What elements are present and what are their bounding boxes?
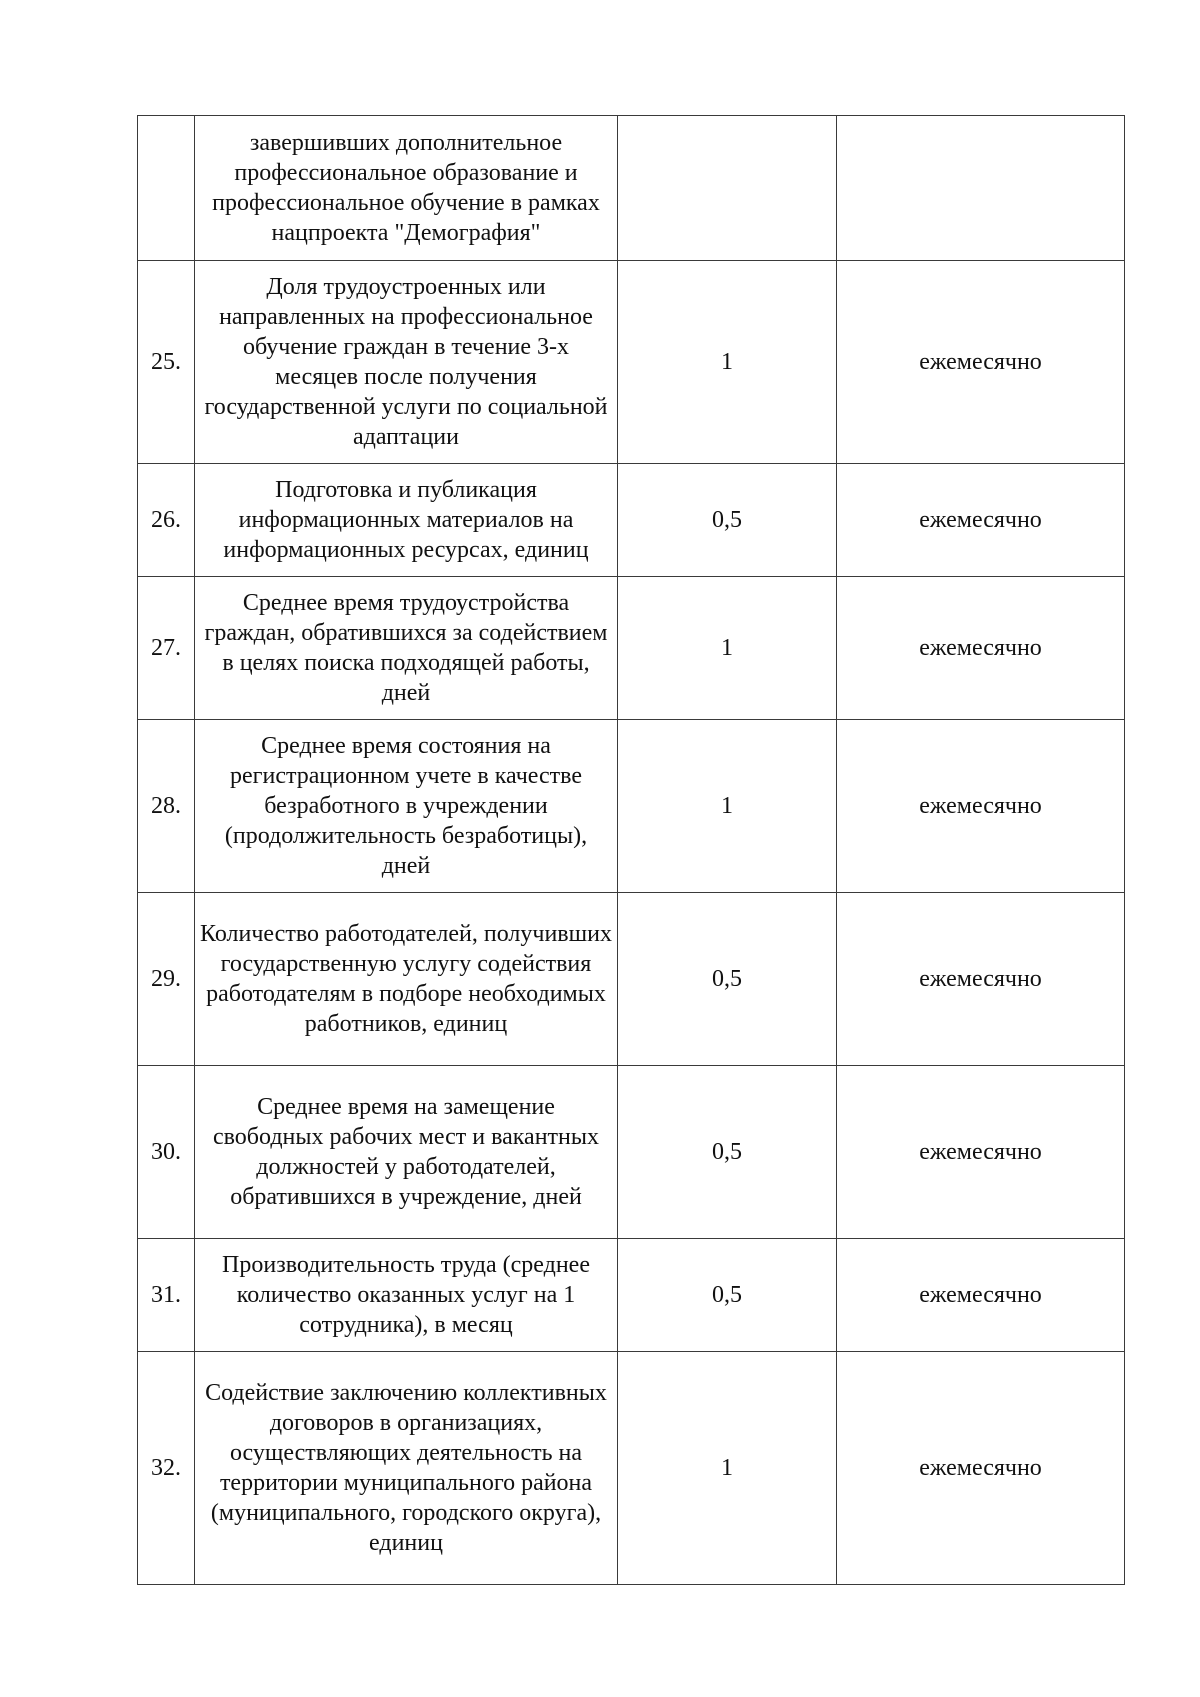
table-row [138, 720, 1125, 893]
row-number [138, 116, 195, 261]
table-row [138, 1352, 1125, 1585]
row-number: 31. [138, 1239, 195, 1352]
table-row [138, 893, 1125, 1066]
table-row [138, 577, 1125, 720]
row-number: 28. [138, 720, 195, 893]
indicator-name: Производительность труда (среднее количество оказанных услуг на 1 сотрудника), в месяц [195, 1239, 618, 1352]
indicator-weight [618, 116, 837, 261]
indicator-weight: 0,5 [618, 1066, 837, 1239]
indicator-name: Доля трудоустроенных или направленных на профессиональное обучение граждан в течение 3-х месяцев после получения государственной услуги по социальной адаптации [195, 261, 618, 464]
indicator-frequency: ежемесячно [837, 577, 1125, 720]
indicators-table [137, 115, 1125, 1585]
table-row [138, 1239, 1125, 1352]
indicator-weight: 1 [618, 720, 837, 893]
table-row [138, 116, 1125, 261]
row-number: 25. [138, 261, 195, 464]
indicator-weight: 0,5 [618, 1239, 837, 1352]
row-number: 30. [138, 1066, 195, 1239]
indicator-weight: 1 [618, 577, 837, 720]
indicator-weight: 1 [618, 1352, 837, 1585]
indicator-weight: 0,5 [618, 464, 837, 577]
table-row [138, 261, 1125, 464]
indicator-name: Среднее время состояния на регистрационном учете в качестве безработного в учреждении (продолжительность безработицы), дней [195, 720, 618, 893]
table-row [138, 464, 1125, 577]
indicator-frequency [837, 116, 1125, 261]
indicator-frequency: ежемесячно [837, 1066, 1125, 1239]
indicator-name: Среднее время трудоустройства граждан, обратившихся за содействием в целях поиска подходящей работы, дней [195, 577, 618, 720]
row-number: 27. [138, 577, 195, 720]
indicator-frequency: ежемесячно [837, 1239, 1125, 1352]
indicator-frequency: ежемесячно [837, 1352, 1125, 1585]
table-row [138, 1066, 1125, 1239]
indicator-name: Содействие заключению коллективных договоров в организациях, осуществляющих деятельность на территории муниципального района (муниципального, городского округа), единиц [195, 1352, 618, 1585]
indicator-weight: 1 [618, 261, 837, 464]
indicator-name: Подготовка и публикация информационных материалов на информационных ресурсах, единиц [195, 464, 618, 577]
indicator-frequency: ежемесячно [837, 464, 1125, 577]
indicator-frequency: ежемесячно [837, 720, 1125, 893]
row-number: 32. [138, 1352, 195, 1585]
indicator-weight: 0,5 [618, 893, 837, 1066]
indicator-frequency: ежемесячно [837, 261, 1125, 464]
row-number: 29. [138, 893, 195, 1066]
indicator-frequency: ежемесячно [837, 893, 1125, 1066]
indicator-name: завершивших дополнительное профессиональное образование и профессиональное обучение в рамках нацпроекта "Демография" [195, 116, 618, 261]
row-number: 26. [138, 464, 195, 577]
indicator-name: Количество работодателей, получивших государственную услугу содействия работодателям в подборе необходимых работников, единиц [195, 893, 618, 1066]
indicator-name: Среднее время на замещение свободных рабочих мест и вакантных должностей у работодателей, обратившихся в учреждение, дней [195, 1066, 618, 1239]
